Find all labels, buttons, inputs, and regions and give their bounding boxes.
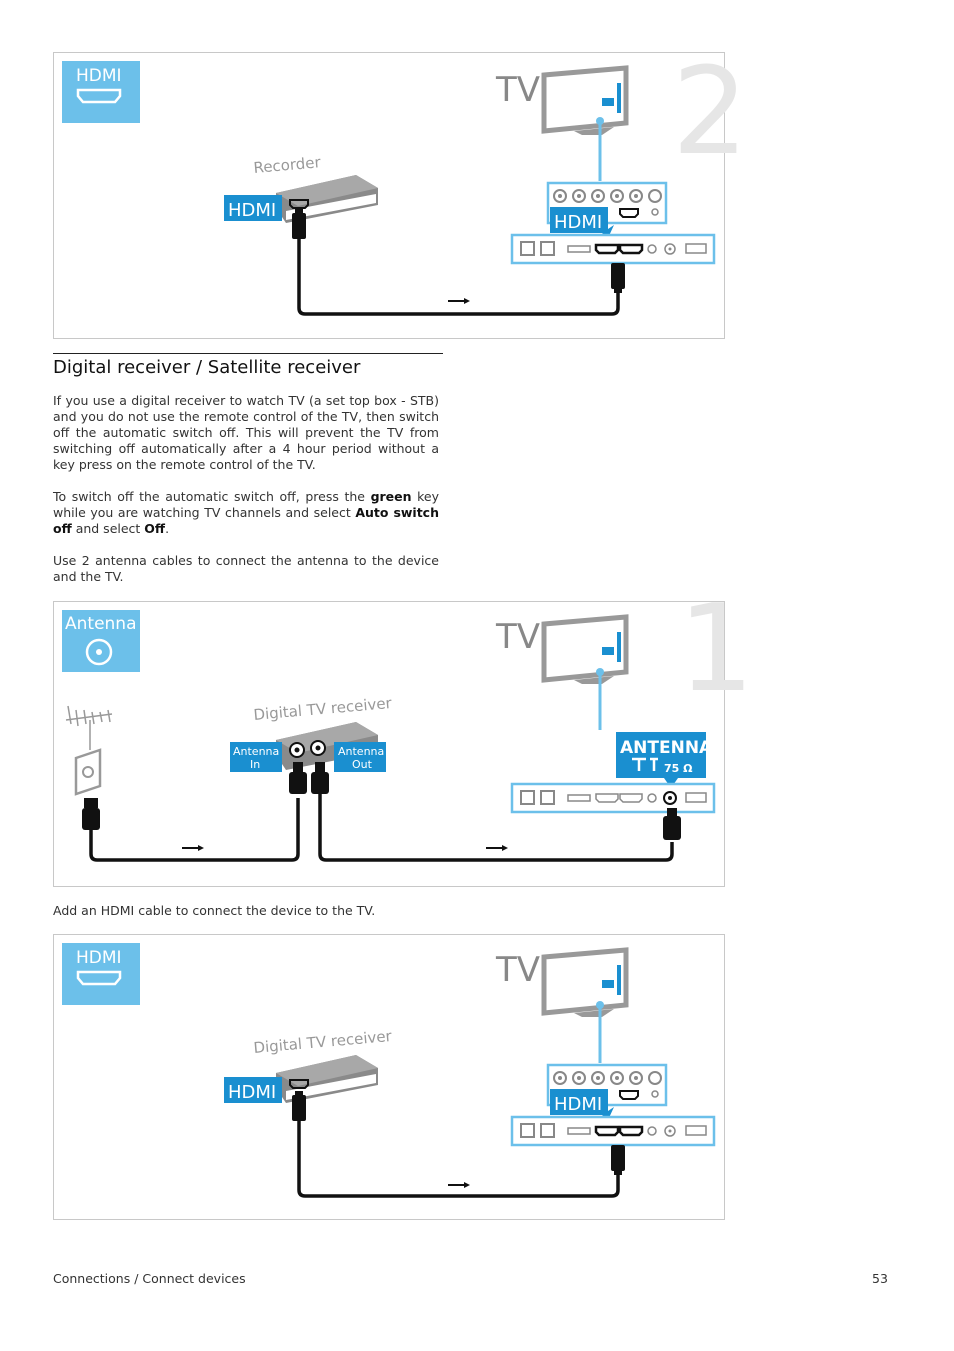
tv-port-label: HDMI (554, 212, 603, 233)
para2-text-b: key while you are watching TV channels and select (53, 489, 440, 520)
tv-label: TV (496, 617, 541, 657)
heading-rule (53, 353, 443, 354)
device-label: Digital TV receiver (252, 1026, 393, 1057)
tv-port-label: HDMI (554, 1094, 603, 1115)
outdoor-antenna-icon (66, 706, 112, 750)
signal-direction-arrow (182, 845, 204, 851)
tv-port-sub: 75 Ω (664, 762, 693, 775)
badge-label: HDMI (76, 948, 122, 968)
footer-section-path: Connections / Connect devices (53, 1271, 246, 1286)
paragraph-green-key (53, 489, 439, 537)
badge-label: Antenna (65, 614, 137, 634)
device-label: Digital TV receiver (252, 693, 393, 724)
port-out-line1: Antenna (338, 745, 385, 758)
signal-direction-arrow (448, 298, 470, 304)
port-out-line2: Out (352, 758, 372, 771)
paragraph-hdmi-cable: Add an HDMI cable to connect the device to the TV. (53, 903, 376, 918)
badge-label: HDMI (76, 66, 122, 86)
para2-text-a: To switch off the automatic switch off, press the (53, 489, 371, 504)
tv-port-label: ANTENNA (620, 738, 713, 758)
paragraph-antenna-cables: Use 2 antenna cables to connect the antenna to the device and the TV. (53, 553, 439, 584)
tv-rear-connector-panel (512, 1117, 714, 1145)
para2-text-c: and select (71, 521, 145, 536)
green-key-label: green (370, 489, 412, 504)
diagram-receiver-hdmi-svg (54, 935, 724, 1219)
tv-rear-connector-panel (512, 235, 714, 263)
tv-label: TV (496, 950, 541, 990)
device-label: Recorder (252, 153, 322, 177)
tv-icon (544, 950, 626, 1017)
step-number: 2 (672, 43, 749, 182)
diagram-recorder-hdmi (53, 43, 749, 339)
diagram-recorder-hdmi-svg (54, 43, 749, 338)
tv-icon (544, 617, 626, 684)
port-in-line1: Antenna (233, 745, 280, 758)
page-number: 53 (872, 1271, 888, 1286)
para2-text-d: . (165, 521, 170, 536)
tv-label: TV (496, 70, 541, 110)
diagram-receiver-hdmi (53, 934, 725, 1220)
diagram-antenna (53, 580, 755, 887)
signal-direction-arrow (448, 1182, 470, 1188)
signal-direction-arrow (486, 845, 508, 851)
tv-rear-connector-panel (512, 784, 714, 812)
section-heading: Digital receiver / Satellite receiver (53, 357, 361, 378)
auto-switch-off-label: Auto switch off (53, 505, 439, 536)
port-in-line2: In (250, 758, 261, 771)
step-number: 1 (678, 580, 755, 719)
off-label: Off (144, 521, 166, 536)
wall-socket-icon (76, 750, 100, 794)
tv-icon (544, 68, 626, 135)
device-port-label: HDMI (228, 1082, 277, 1103)
device-port-label: HDMI (228, 200, 277, 221)
paragraph-auto-switch-off: If you use a digital receiver to watch TV (a set top box - STB) and you do not use the remote control of the TV, then switch off the automatic switch off. This will prevent the TV from switching off automatically after a 4 hour period without a key press on the remote control of the TV. (53, 393, 439, 472)
diagram-antenna-svg (54, 580, 755, 886)
